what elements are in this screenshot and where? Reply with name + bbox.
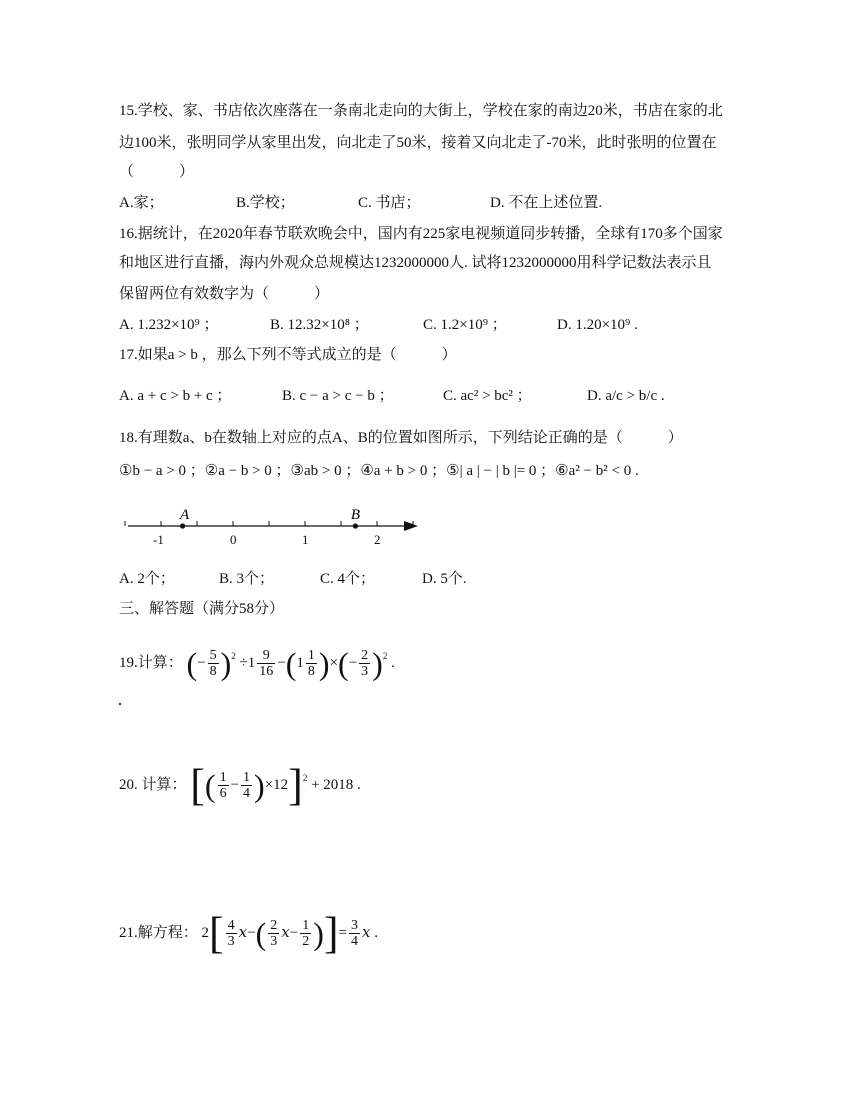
axis-tick-labels [153,532,381,547]
q16-option-b: B. 12.32×10⁸ ； [270,317,369,333]
point-b-label: B [350,507,360,523]
q21-expression: 2[ $\frac{4}{3}$ x−( $\frac{2}{3}$ x− $\frac{1}{2}$ )]= $\frac{3}{4}$ x [201,908,371,958]
q19-tail: . [391,655,395,671]
q17-option-a: A. a + c > b + c ； [119,388,232,404]
q16-line2: 和地区进行直播，海内外观众总规模达1232000000人. 试将1232000000用科学记数法表示且 [119,255,712,271]
q20-expression: [( $\frac{1}{6}$ − $\frac{1}{4}$ )×12]$^2$ [190,760,308,810]
q21-tail: . [374,924,378,941]
q21 [119,908,378,958]
q18-option-d: D. 5个. [422,571,467,587]
axis-tick-label: 2 [374,532,381,547]
q15-line3: （ ） [119,164,195,180]
q15-option-a: A.家； [119,195,164,211]
q16-line1: 16.据统计，在2020年春节联欢晚会中，国内有225家电视频道同步转播，全球有170多个国家 [119,226,723,242]
point-a-label: A [180,507,190,523]
axis-ticks [125,521,413,526]
q18-option-c: C. 4个； [320,571,376,587]
axis-arrow [404,521,418,531]
q15-option-d: D. 不在上述位置. [490,195,603,211]
axis-tick-label: -1 [153,532,164,547]
axis-tick-label: 1 [302,532,309,547]
q15-line1: 15.学校、家、书店依次座落在一条南北走向的大街上，学校在家的南边20米，书店在家的北 [119,103,723,119]
point-a-dot [180,523,185,528]
q15-option-c: C. 书店； [358,195,421,211]
red-dot [119,703,121,705]
q15-option-b: B.学校； [236,195,295,211]
section-heading: 三、解答题（满分58分） [119,601,285,617]
q17-line1: 17.如果a > b ，那么下列不等式成立的是（ ） [119,347,457,363]
q18-option-b: B. 3个； [219,571,275,587]
q15-line2: 边100米，张明同学从家里出发，向北走了50米，接着又向北走了-70米，此时张明的位置在 [119,135,717,151]
q20-tail: + 2018 . [311,777,361,793]
q16-line3: 保留两位有效数字为（ ） [119,286,330,302]
q17-option-b: B. c − a > c − b ； [282,388,394,404]
q19-expression: (− $\frac{5}{8}$ )$^2$ ÷1 $\frac{9}{16}$ −(1 $\frac{1}{8}$ )×(− $\frac{2}{3}$ )$^2$ [186,645,388,682]
q18-line2: ①b − a > 0 ；②a − b > 0 ；③ab > 0 ；④a + b > 0 ；⑤| a | − | b |= 0 ；⑥a² − b² < 0 . [119,463,639,479]
q19 [119,645,395,682]
q18-line1: 18.有理数a、b在数轴上对应的点A、B的位置如图所示，下列结论正确的是（ ） [119,430,683,446]
axis-tick-label: 0 [230,532,237,547]
number-line [122,500,427,550]
q21-label: 21.解方程： [119,924,198,941]
q16-option-a: A. 1.232×10⁹ ； [119,317,219,333]
q16-option-d: D. 1.20×10⁹ . [557,317,638,333]
q19-label: 19.计算： [119,655,183,671]
q17-option-d: D. a/c > b/c . [587,388,665,404]
point-b-dot [353,523,358,528]
q20-label: 20. 计算： [119,777,187,793]
q20 [119,760,361,810]
q16-option-c: C. 1.2×10⁹ ； [423,317,507,333]
q17-option-c: C. ac² > bc² ； [443,388,532,404]
q18-option-a: A. 2个； [119,571,175,587]
